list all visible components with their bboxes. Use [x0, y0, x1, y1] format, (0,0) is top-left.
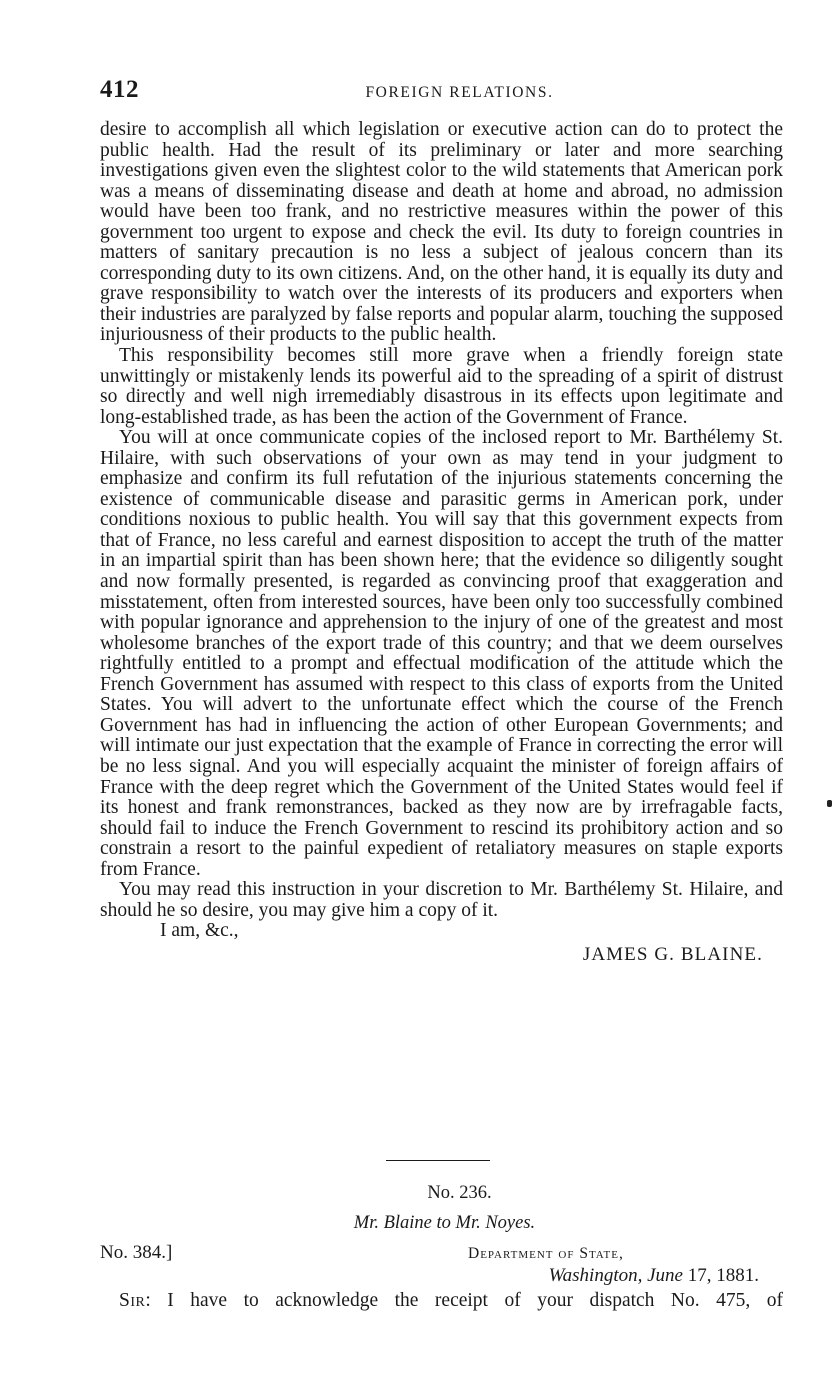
paragraph-instructions: You will at once communicate copies of the inclosed report to Mr. Barthélemy St. Hilaire, with such observations of your own as may tend in your judgment to emphasize and confirm its full refutation of the injurious statements concerning the existence of communicable disease and parasitic germs in American pork, under conditions noxious to public health. You will say that this government expects from that of France, no less careful and earnest disposition to accept the truth of the matter in an impartial spirit than has been shown here; that the evidence so diligently sought and now formally presented, is regarded as convincing proof that exaggeration and misstatement, often from interested sources, have been only too successfully combined with popular ignorance and apprehension to the injury of one of the greatest and most wholesome branches of the export trade of this country; and that we deem ourselves rightfully entitled to a prompt and effectual modification of the attitude which the French Government has assumed with respect to this class of exports from the United States. You will advert to the unfortunate effect which the course of the French Government has had in influencing the action of other European Governments; and will intimate our just expectation that the example of France in correcting the error will be no less signal. And you will especially acquaint the minister of foreign affairs of France with the deep regret which the Government of the United States would feel if its honest and frank remonstrances, backed as they now are by irrefragable facts, should fail to induce the French Government to rescind its prohibitory action and so constrain a resort to the painful expedient of retaliatory measures on staple exports from France.	[100, 427, 783, 880]
salutation-word: Sir	[119, 1290, 146, 1311]
department-heading: Department of State,	[468, 1245, 624, 1262]
running-head: FOREIGN RELATIONS.	[365, 84, 554, 101]
paragraph-responsibility: This responsibility becomes still more grave when a friendly foreign state unwittingly or mistakenly lends its powerful aid to the spreading of a spirit of distrust so directly and well nigh irremediably disastrous in its effects upon legitimate and long-established trade, as has been the action of the Government of France.	[100, 345, 783, 428]
paragraph-discretion: You may read this instruction in your discretion to Mr. Barthélemy St. Hilaire, and should he so desire, you may give him a copy of it.	[100, 879, 783, 921]
page-header	[100, 76, 783, 106]
salutation-line	[100, 1290, 783, 1312]
margin-mark	[827, 800, 832, 807]
closing-line: I am, &c.,	[160, 920, 239, 942]
document-title: Mr. Blaine to Mr. Noyes.	[353, 1213, 536, 1233]
signature: JAMES G. BLAINE.	[582, 943, 763, 965]
section-divider	[386, 1160, 490, 1161]
letter-body	[100, 120, 783, 968]
document-number: No. 236.	[427, 1183, 492, 1203]
place-and-date	[549, 1265, 759, 1287]
place: Washington,	[548, 1265, 643, 1286]
salutation-text: : I have to acknowledge the receipt of your dispatch No. 475, of	[145, 1290, 783, 1311]
page-number: 412	[100, 76, 139, 103]
date-day-year: 17, 1881.	[687, 1265, 759, 1286]
date-month: June	[647, 1265, 683, 1286]
dispatch-reference: No. 384.]	[100, 1242, 173, 1263]
paragraph-continuation: desire to accomplish all which legislation or executive action can do to protect the public health. Had the result of its preliminary or later and more searching investigations given even the slightest color to the wild statements that American pork was a means of disseminating disease and death at home and abroad, no admission would have been too frank, and no restrictive measures within the power of this government too urgent to expose and check the evil. Its duty to foreign countries in matters of sanitary precaution is no less a subject of jealous concern than its corresponding duty to its own citizens. And, on the other hand, it is equally its duty and grave responsibility to watch over the interests of its producers and exporters when their industries are paralyzed by false reports and popular alarm, touching the supposed injuriousness of their products to the public health.	[100, 119, 783, 346]
